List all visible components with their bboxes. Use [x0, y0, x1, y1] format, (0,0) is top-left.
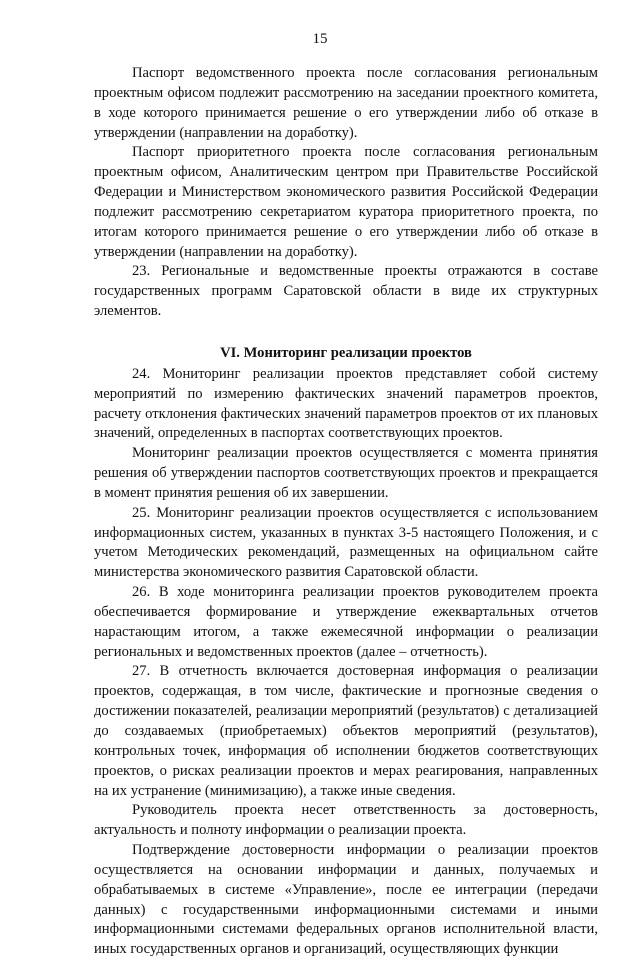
- paragraph: Руководитель проекта несет ответственность за достоверность, актуальность и полноту информации о реализации проекта.: [94, 802, 598, 839]
- paragraph: 26. В ходе мониторинга реализации проектов руководителем проекта обеспечивается формирование и утверждение ежеквартальных отчетов нарастающим итогом, а также ежемесячной информации о реализации региональных и ведомственных проектов (далее – отчетность).: [94, 584, 598, 660]
- paragraph: Подтверждение достоверности информации о реализации проектов осуществляется на основании информации и данных, получаемых и обрабатываемых в системе «Управление», после ее интеграции (передачи данных) с государственными информационными системами и иными информационными системами федеральных органов исполнительной власти, иных государственных органов и организаций, осуществляющих функции: [94, 842, 598, 958]
- paragraph: Мониторинг реализации проектов осуществляется с момента принятия решения об утверждении паспортов соответствующих проектов и прекращается в момент принятия решения об их завершении.: [94, 445, 598, 501]
- paragraph: 23. Региональные и ведомственные проекты отражаются в составе государственных программ Саратовской области в виде их структурных элементов.: [94, 263, 598, 320]
- paragraph: 25. Мониторинг реализации проектов осуществляется с использованием информационных систем, указанных в пунктах 3-5 настоящего Положения, и с учетом Методических рекомендаций, размещенных на официальном сайте министерства экономического развития Саратовской области.: [94, 504, 598, 581]
- paragraph: Паспорт приоритетного проекта после согласования региональным проектным офисом, Аналитическим центром при Правительстве Российской Федерации и Министерством экономического развития Российской Федерации подлежит рассмотрению секретариатом куратора приоритетного проекта, по итогам которого принимается решение о его утверждении либо об отказе в утверждении (направлении на доработку).: [94, 144, 598, 260]
- page-number: 15: [312, 31, 328, 47]
- paragraph: 24. Мониторинг реализации проектов представляет собой систему мероприятий по измерению фактических значений параметров проектов, расчету отклонения фактических значений параметров проектов от их плановых значений, определенных в паспортах соответствующих проектов.: [94, 365, 598, 442]
- paragraph: Паспорт ведомственного проекта после согласования региональным проектным офисом подлежит рассмотрению на заседании проектного комитета, в ходе которого принимается решение о его утверждении либо об отказе в утверждении (направлении на доработку).: [94, 65, 598, 141]
- section-heading: VI. Мониторинг реализации проектов: [220, 344, 472, 361]
- paragraph: 27. В отчетность включается достоверная информация о реализации проектов, содержащая, в том числе, фактические и прогнозные сведения о достижении показателей, реализации мероприятий (результатов) с детализацией до создаваемых (приобретаемых) объектов мероприятий (результатов), контрольных точек, информация об исполнении бюджетов соответствующих проектов, о рисках реализации проектов и мерах реагирования, направленных на их устранение (минимизацию), а также иные сведения.: [94, 663, 598, 799]
- page-content: [94, 64, 598, 960]
